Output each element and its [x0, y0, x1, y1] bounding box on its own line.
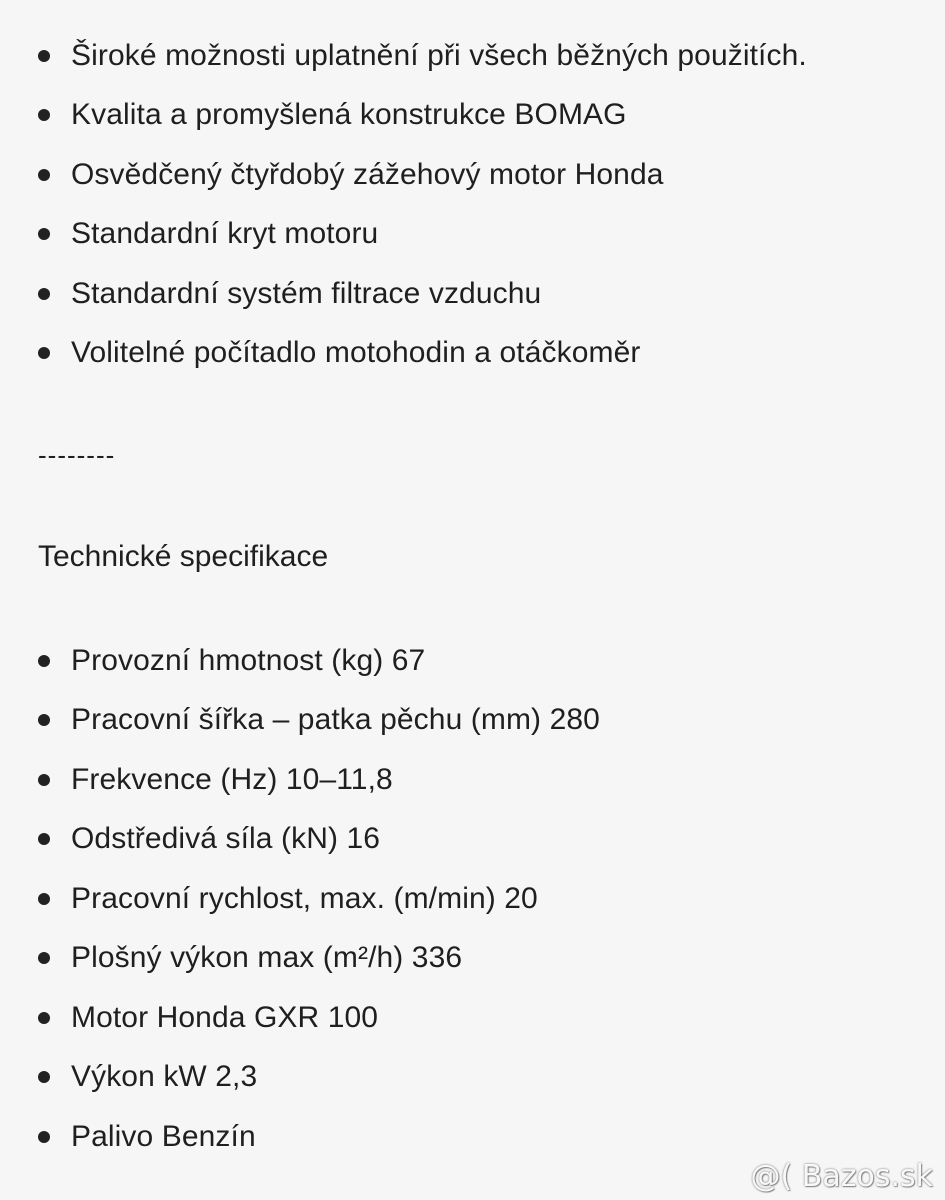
list-item [36, 810, 916, 870]
spec-text: Provozní hmotnost (kg) 67 [71, 643, 426, 677]
list-item [36, 929, 916, 989]
list-item [36, 145, 916, 205]
list-item [36, 205, 916, 265]
spec-text: Odstředivá síla (kN) 16 [71, 822, 381, 856]
bullet-icon [38, 774, 50, 786]
separator-text: -------- [38, 440, 116, 470]
feature-text: Standardní kryt motoru [71, 217, 379, 251]
list-item [36, 869, 916, 929]
specs-heading: Technické specifikace [38, 540, 329, 573]
spec-text: Motor Honda GXR 100 [71, 1000, 379, 1034]
bullet-icon [38, 833, 50, 845]
list-item [36, 631, 916, 691]
list-item [36, 26, 916, 86]
feature-text: Standardní systém filtrace vzduchu [71, 276, 542, 310]
list-item [36, 988, 916, 1048]
list-item [36, 691, 916, 751]
spec-text: Výkon kW 2,3 [71, 1060, 258, 1094]
spec-text: Pracovní rychlost, max. (m/min) 20 [71, 881, 538, 915]
feature-text: Široké možnosti uplatnění při všech běžných použitích. [71, 38, 807, 72]
bullet-icon [38, 655, 50, 667]
spec-text: Palivo Benzín [71, 1119, 256, 1153]
bullet-icon [38, 1131, 50, 1143]
bullet-icon [38, 288, 50, 300]
bullet-icon [38, 1012, 50, 1024]
list-item [36, 324, 916, 384]
feature-text: Volitelné počítadlo motohodin a otáčkoměr [71, 336, 641, 370]
feature-text: Kvalita a promyšlená konstrukce BOMAG [71, 98, 627, 132]
list-item [36, 750, 916, 810]
bullet-icon [38, 169, 50, 181]
list-item [36, 1107, 916, 1167]
spec-text: Pracovní šířka – patka pěchu (mm) 280 [71, 703, 600, 737]
bullet-icon [38, 714, 50, 726]
bullet-icon [38, 893, 50, 905]
specs-list [36, 631, 916, 1167]
bullet-icon [38, 228, 50, 240]
list-item [36, 1048, 916, 1108]
list-item [36, 264, 916, 324]
spec-text: Frekvence (Hz) 10–11,8 [71, 762, 393, 796]
bazos-watermark: @( Bazos.sk [750, 1159, 933, 1194]
bullet-icon [38, 952, 50, 964]
features-list [36, 26, 916, 383]
bullet-icon [38, 347, 50, 359]
list-item [36, 86, 916, 146]
spec-text: Plošný výkon max (m²/h) 336 [71, 941, 463, 975]
feature-text: Osvědčený čtyřdobý zážehový motor Honda [71, 157, 664, 191]
bullet-icon [38, 109, 50, 121]
bullet-icon [38, 50, 50, 62]
bullet-icon [38, 1071, 50, 1083]
